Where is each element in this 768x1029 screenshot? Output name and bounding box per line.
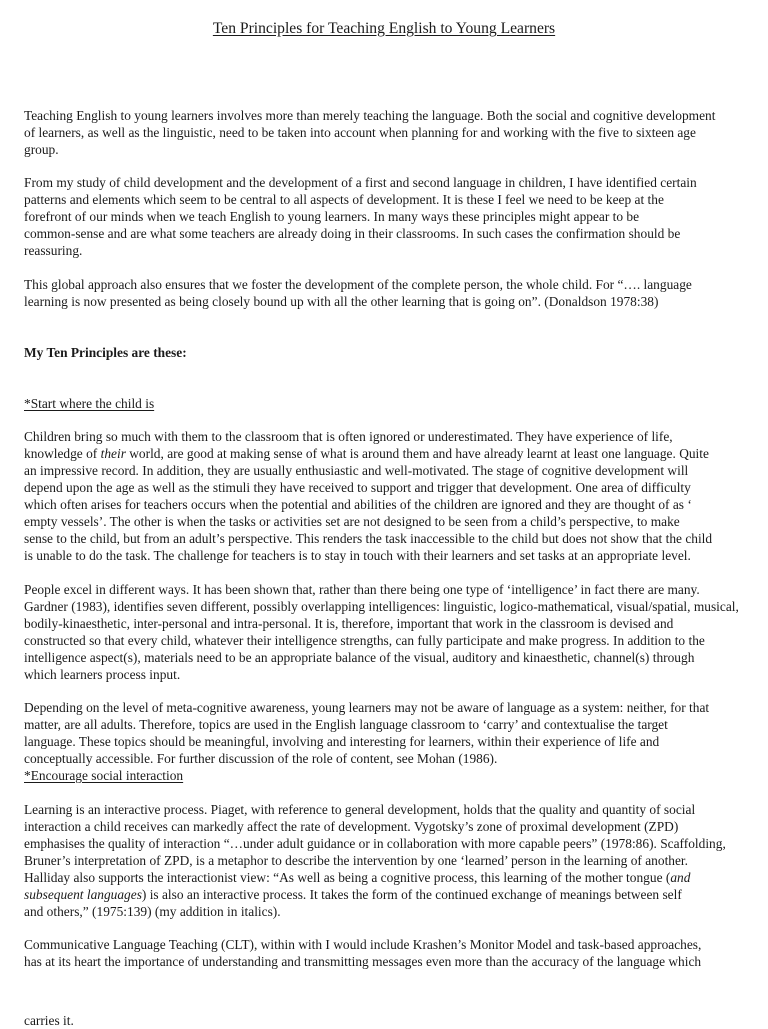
text-line: From my study of child development and the development of a first and second language in children, I have identified certain (24, 175, 697, 190)
text-line: Depending on the level of meta-cognitive awareness, young learners may not be aware of language as a system: neither, for that (24, 700, 710, 715)
social-interaction-paragraph (24, 801, 744, 920)
text-line: This global approach also ensures that we foster the development of the complete person, the whole child. For “…. language (24, 277, 692, 292)
start-where-child-is-paragraph (24, 428, 744, 564)
page-title: Ten Principles for Teaching English to Young Learners (212, 20, 556, 37)
text-line: carries it. (24, 1013, 74, 1028)
text-line: empty vessels’. The other is when the tasks or activities set are not designed to be seen from a child’s perspective, to make (24, 514, 680, 529)
italic-text-run: their (100, 446, 126, 461)
text-line: conceptually accessible. For further discussion of the role of content, see Mohan (1986). (24, 751, 498, 766)
principle-2-heading (24, 767, 744, 784)
principle-1-heading (24, 395, 744, 412)
text-line: forefront of our minds when we teach English to young learners. In many ways these principles might appear to be (24, 209, 640, 224)
text-run: world, are good at making sense of what is around them and have already learnt at least one language. Quite (125, 446, 709, 461)
text-line: People excel in different ways. It has been shown that, rather than there being one type of ‘intelligence’ in fact there are many. (24, 582, 700, 597)
intro-paragraph (24, 107, 744, 158)
text-line: constructed so that every child, whatever their intelligence strengths, can fully participate and make progress. In addition to the (24, 633, 705, 648)
text-run: knowledge of (24, 446, 101, 461)
text-line: depend upon the age as well as the stimuli they have received to support and trigger that development. One area of difficulty (24, 480, 691, 495)
global-approach-paragraph (24, 276, 744, 310)
text-line: intelligence aspect(s), materials need to be an appropriate balance of the visual, auditory and kinaesthetic, channel(s) through (24, 650, 695, 665)
text-line (24, 886, 744, 903)
text-line: common-sense and are what some teachers are already doing in their classrooms. In such cases the confirmation should be (24, 226, 681, 241)
study-paragraph (24, 174, 744, 259)
text-line: of learners, as well as the linguistic, need to be taken into account when planning for and working with the five to sixteen age (24, 125, 696, 140)
principle-2-heading-text: *Encourage social interaction (24, 768, 184, 783)
italic-text-run: and (670, 870, 691, 885)
meta-cognitive-paragraph (24, 699, 744, 784)
clt-paragraph (24, 936, 744, 970)
intelligences-paragraph (24, 581, 744, 683)
text-line: group. (24, 142, 59, 157)
text-line: is unable to do the task. The challenge for teachers is to stay in touch with their learners and set tasks at an appropriate level. (24, 548, 691, 563)
text-line: Bruner’s interpretation of ZPD, is a metaphor to describe the intervention by one ‘learned’ person in the learning of another. (24, 853, 688, 868)
text-line: interaction a child receives can markedly affect the rate of development. Vygotsky’s zone of proximal development (ZPD) (24, 819, 679, 834)
text-line: learning is now presented as being closely bound up with all the other learning that is going on”. (Donaldson 1978:38) (24, 294, 659, 309)
text-line (24, 445, 744, 462)
text-line: an impressive record. In addition, they are usually enthusiastic and well-motivated. The stage of cognitive development will (24, 463, 689, 478)
text-line: which often arises for teachers occurs when the potential and abilities of the children are ignored and they are thought of as ‘ (24, 497, 692, 512)
text-line: reassuring. (24, 243, 83, 258)
principles-heading: My Ten Principles are these: (24, 345, 187, 360)
text-line: Communicative Language Teaching (CLT), within with I would include Krashen’s Monitor Model and task-based approaches, (24, 937, 702, 952)
text-line: Learning is an interactive process. Piaget, with reference to general development, holds that the quality and quantity of social (24, 802, 696, 817)
text-line: matter, are all adults. Therefore, topics are used in the English language classroom to ‘carry’ and contextualise the target (24, 717, 668, 732)
text-run: Halliday also supports the interactionist view: “As well as being a cognitive process, this learning of the mother tongue ( (24, 870, 671, 885)
text-line: and others,” (1975:139) (my addition in italics). (24, 904, 281, 919)
text-line: emphasises the quality of interaction “…under adult guidance or in collaboration with more capable peers” (1978:86). Scaffolding, (24, 836, 726, 851)
text-line (24, 869, 744, 886)
text-run: ) is also an interactive process. It takes the form of the continued exchange of meanings between self (141, 887, 682, 902)
italic-text-run: subsequent languages (24, 887, 142, 902)
principle-1-heading-text: *Start where the child is (24, 396, 155, 411)
text-line: which learners process input. (24, 667, 181, 682)
text-line: patterns and elements which seem to be central to all aspects of development. It is these I feel we need to be keep at the (24, 192, 664, 207)
text-line: bodily-kinaesthetic, inter-personal and intra-personal. It is, therefore, important that work in the classroom is devised and (24, 616, 674, 631)
text-line: Children bring so much with them to the classroom that is often ignored or underestimated. They have experience of life, (24, 429, 673, 444)
text-line: Gardner (1983), identifies seven different, possibly overlapping intelligences: linguistic, logico-mathematical, visual/spatial, musical, (24, 599, 739, 614)
text-line: sense to the child, but from an adult’s perspective. This renders the task inaccessible to the child but does not show that the child (24, 531, 713, 546)
text-line: has at its heart the importance of understanding and transmitting messages even more than the accuracy of the language which (24, 954, 702, 969)
text-line: language. These topics should be meaningful, involving and interesting for learners, within their experience of life and (24, 734, 660, 749)
text-line: Teaching English to young learners involves more than merely teaching the language. Both the social and cognitive development (24, 108, 716, 123)
clt-paragraph-tail (24, 1012, 744, 1029)
